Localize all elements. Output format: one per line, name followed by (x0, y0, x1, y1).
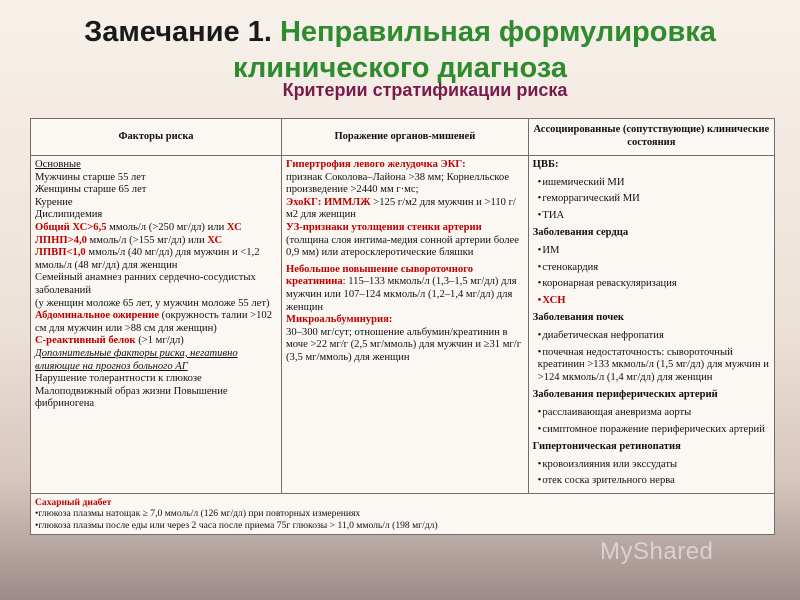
slide-subtitle: Критерии стратификации риска (282, 80, 568, 100)
echo-entry: ЭхоКГ: ИММЛЖ >125 г/м2 для мужчин и >110 г/м2 для женщин (286, 196, 516, 221)
diabetes-label: Сахарный диабет (35, 496, 112, 508)
ultrasound-text: (толщина слоя интима-медия сонной артерии более 0,9 мм) или атеросклеротические бляшки (286, 234, 519, 259)
watermark-logo: MyShared (600, 538, 714, 565)
additional-factors-heading: Дополнительные факторы риска, негативно влияющие на прогноз больного АГ (35, 347, 238, 372)
factor-dyslipidemia: Дислипидемия (35, 209, 103, 221)
list-item: • ишемический МИ (533, 175, 770, 192)
risk-factors-cell (31, 156, 282, 494)
microalbuminuria-text: 30–300 мг/сут; отношение альбумин/креатинин в моче >22 мг/г (2,5 мг/ммоль) для мужчин и ≥31 мг/г (3,5 мг/ммоль) для женщин (286, 326, 522, 363)
footer-row (31, 493, 775, 535)
list-item: • ТИА (533, 208, 770, 225)
list-item: • геморрагический МИ (533, 191, 770, 208)
list-item: • коронарная реваскуляризация (533, 276, 770, 293)
ultrasound-label: УЗ-признаки утолщения стенки артерии (286, 221, 482, 233)
factor-crp: С-реактивный белок (>1 мг/дл) (35, 335, 184, 347)
factor-family-history-age: (у женщин моложе 65 лет, у мужчин моложе 55 лет) (35, 297, 270, 309)
cbv-heading: ЦВБ: (532, 159, 559, 170)
list-item: • ИМ (533, 243, 770, 260)
slide-title (0, 14, 800, 86)
diabetes-line1: •глюкоза плазмы натощак ≥ 7,0 ммоль/л (126 мг/дл) при повторных измерениях (35, 508, 361, 520)
factor-obesity: Абдоминальное ожирение (окружность талии >102 см для мужчин или >88 см для женщин) (35, 310, 273, 334)
header-row (31, 119, 775, 156)
factor-hdl: ЛПВП<1,0 ммоль/л (40 мг/дл) для мужчин и <1,2 ммоль/л (48 мг/дл) для женщин (35, 247, 260, 271)
factor-ldl: ЛПНП>4,0 ммоль/л (>155 мг/дл) или ХС (35, 234, 223, 246)
list-item: • кровоизлияния или экссудаты (533, 457, 770, 474)
header-associated-conditions: Ассоциированные (сопутствующие) клинические состояния (528, 119, 774, 156)
list-item: • расслаивающая аневризма аорты (533, 405, 770, 422)
list-item: • диабетическая нефропатия (533, 328, 770, 345)
factor-men-age: Мужчины старше 55 лет (35, 171, 146, 183)
lvh-label: Гипертрофия левого желудочка ЭКГ: (286, 159, 466, 170)
title-part2: Неправильная формулировка клинического диагноза (233, 16, 716, 84)
diabetes-line2: •глюкоза плазмы после еды или через 2 часа после приема 75г глюкозы > 11,0 ммоль/л (198 мг/дл) (35, 519, 438, 531)
factor-family-history: Семейный анамнез ранних сердечно-сосудистых заболеваний (35, 272, 256, 296)
factor-sedentary: Малоподвижный образ жизни Повышение фибриногена (35, 385, 228, 410)
list-item: • симптомное поражение периферических артерий (533, 422, 770, 439)
creatinine-entry: Небольшое повышение сывороточного креатинина: 115–133 мкмоль/л (1,3–1,5 мг/дл) для мужчин или 107–124 мкмоль/л (1,2–1,4 мг/дл) для женщин (286, 263, 517, 313)
diabetes-cell (31, 493, 775, 535)
list-item: • отек соска зрительного нерва (533, 473, 770, 490)
list-item-chf: • ХСН (533, 293, 770, 310)
content-row (31, 156, 775, 494)
associated-conditions-cell (528, 156, 774, 494)
kidney-heading: Заболевания почек (532, 312, 625, 324)
factor-smoking: Курение (35, 196, 73, 208)
header-risk-factors: Факторы риска (31, 119, 282, 156)
heart-heading: Заболевания сердца (532, 227, 629, 239)
factor-glucose-tolerance: Нарушение толерантности к глюкозе (35, 373, 202, 385)
peripheral-heading: Заболевания периферических артерий (532, 389, 718, 401)
list-item: • почечная недостаточность: сывороточный креатинин >133 мкмоль/л (1,5 мг/дл) для мужчин и >124 мкмоль/л (1,4 мг/дл) для женщин (533, 345, 770, 387)
factor-cholesterol: Общий ХС>6,5 ммоль/л (>250 мг/дл) или ХС (35, 221, 242, 233)
title-part1: Замечание 1. (84, 16, 272, 48)
lvh-text: признак Соколова–Лайона >38 мм; Корнелльское произведение >2440 мм г·мс; (286, 171, 510, 196)
list-item: • стенокардия (533, 260, 770, 277)
microalbuminuria-label: Микроальбуминурия: (286, 314, 393, 326)
risk-criteria-table (30, 118, 775, 535)
target-organs-cell (282, 156, 529, 494)
main-factors-heading: Основные (35, 159, 81, 170)
header-target-organs: Поражение органов-мишеней (282, 119, 529, 156)
factor-women-age: Женщины старше 65 лет (35, 184, 147, 196)
retinopathy-heading: Гипертоническая ретинопатия (532, 441, 681, 453)
